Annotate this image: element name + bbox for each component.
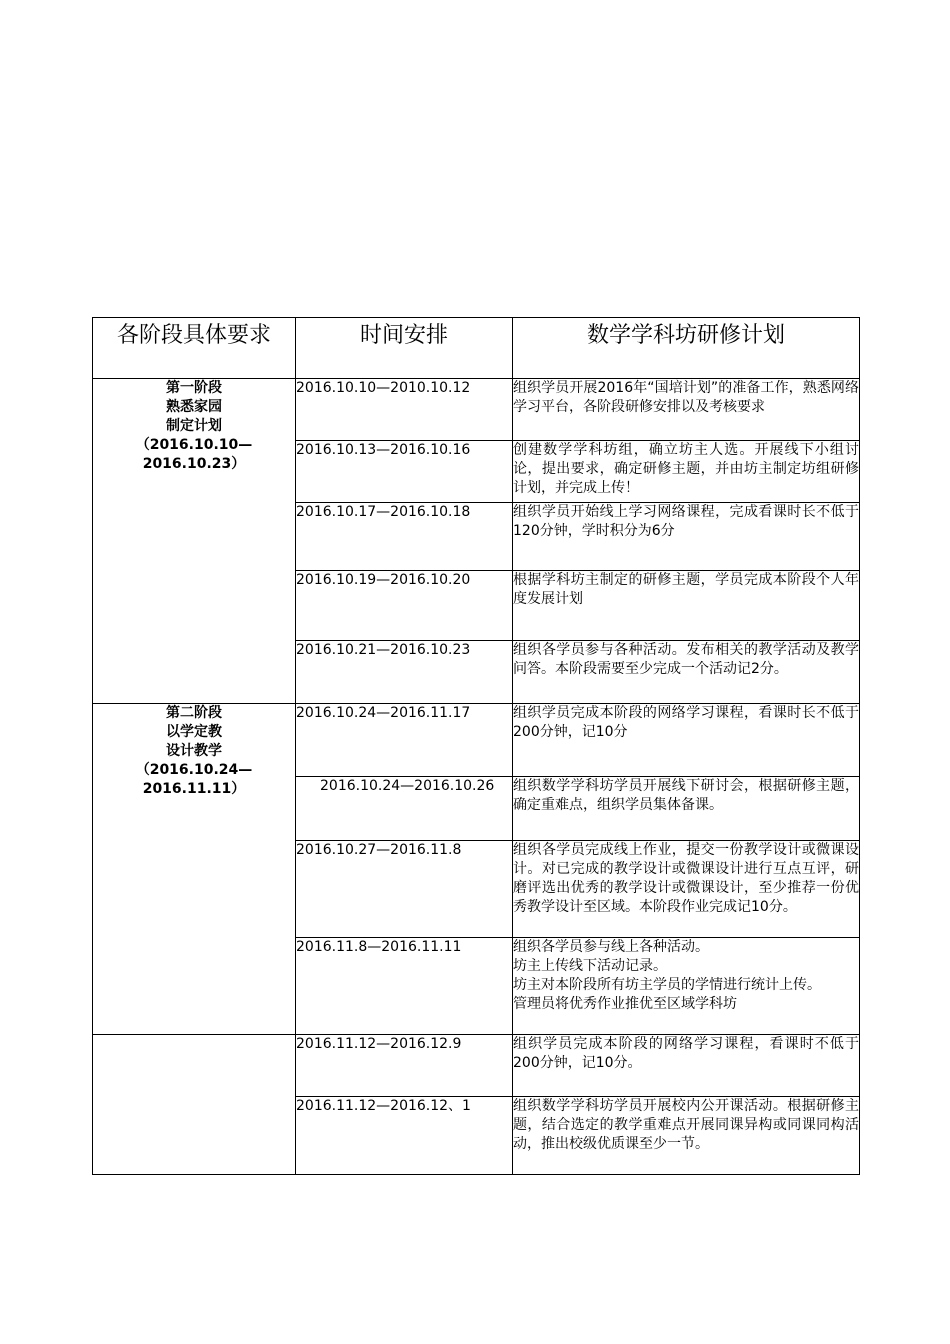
plan-cell bbox=[513, 571, 860, 641]
plan-cell bbox=[513, 441, 860, 503]
plan-text: 组织各学员参与各种活动。发布相关的教学活动及教学问答。本阶段需要至少完成一个活动记2分。 bbox=[513, 642, 859, 677]
stage-subtitle: 制定计划 bbox=[166, 418, 222, 434]
plan-text: 组织学员开展2016年“国培计划”的准备工作，熟悉网络学习平台，各阶段研修安排以及考核要求 bbox=[513, 380, 859, 415]
plan-text: 组织学员完成本阶段的网络学习课程，看课时不低于200分钟，记10分。 bbox=[513, 1036, 859, 1071]
stage-title: 第二阶段 bbox=[166, 705, 222, 721]
plan-text: 组织学员开始线上学习网络课程，完成看课时长不低于120分钟，学时积分为6分 bbox=[513, 504, 859, 539]
plan-text: 坊主上传线下活动记录。 bbox=[513, 958, 667, 974]
plan-text: 创建数学学科坊组，确立坊主人选。开展线下小组讨论，提出要求，确定研修主题，并由坊主制定坊组研修计划，并完成上传！ bbox=[513, 442, 859, 496]
header-stage-requirements: 各阶段具体要求 bbox=[93, 318, 296, 379]
time-cell: 2016.10.17—2016.10.18 bbox=[296, 503, 513, 571]
study-plan-table bbox=[92, 317, 860, 1175]
plan-cell bbox=[513, 938, 860, 1035]
stage-subtitle: 以学定教 bbox=[166, 724, 222, 740]
plan-cell bbox=[513, 841, 860, 938]
stage-3-cell bbox=[93, 1035, 296, 1175]
stage-period: （2016.10.10— bbox=[135, 437, 253, 453]
time-cell: 2016.10.27—2016.11.8 bbox=[296, 841, 513, 938]
plan-text: 组织数学学科坊学员开展线下研讨会，根据研修主题，确定重难点，组织学员集体备课。 bbox=[513, 778, 859, 813]
table-row bbox=[93, 1035, 860, 1097]
time-cell: 2016.10.19—2016.10.20 bbox=[296, 571, 513, 641]
plan-text: 组织各学员参与线上各种活动。 bbox=[513, 939, 709, 955]
header-study-plan: 数学学科坊研修计划 bbox=[513, 318, 860, 379]
plan-cell bbox=[513, 704, 860, 777]
time-cell: 2016.11.12—2016.12.9 bbox=[296, 1035, 513, 1097]
plan-cell bbox=[513, 1035, 860, 1097]
header-schedule: 时间安排 bbox=[296, 318, 513, 379]
stage-subtitle: 熟悉家园 bbox=[166, 399, 222, 415]
plan-cell bbox=[513, 777, 860, 841]
stage-period: 2016.11.11） bbox=[142, 781, 246, 797]
plan-cell bbox=[513, 503, 860, 571]
plan-text: 组织各学员完成线上作业，提交一份教学设计或微课设计。对已完成的教学设计或微课设计进行互点互评，研磨评选出优秀的教学设计或微课设计，至少推荐一份优秀教学设计至区域。本阶段作业完成记10分。 bbox=[513, 842, 859, 915]
time-cell: 2016.10.24—2016.10.26 bbox=[296, 777, 513, 841]
header-row bbox=[93, 318, 860, 379]
stage-title: 第一阶段 bbox=[166, 380, 222, 396]
table-row bbox=[93, 379, 860, 441]
plan-cell bbox=[513, 641, 860, 704]
plan-text: 坊主对本阶段所有坊主学员的学情进行统计上传。 bbox=[513, 977, 821, 993]
table-row bbox=[93, 704, 860, 777]
time-cell: 2016.10.10—2010.10.12 bbox=[296, 379, 513, 441]
stage-period: （2016.10.24— bbox=[135, 762, 253, 778]
stage-1-cell bbox=[93, 379, 296, 704]
time-cell: 2016.11.12—2016.12、1 bbox=[296, 1097, 513, 1175]
stage-period: 2016.10.23） bbox=[142, 456, 246, 472]
plan-cell bbox=[513, 379, 860, 441]
stage-2-cell bbox=[93, 704, 296, 1035]
plan-text: 根据学科坊主制定的研修主题，学员完成本阶段个人年度发展计划 bbox=[513, 572, 859, 607]
plan-cell bbox=[513, 1097, 860, 1175]
time-cell: 2016.10.21—2016.10.23 bbox=[296, 641, 513, 704]
stage-subtitle: 设计教学 bbox=[166, 743, 222, 759]
time-cell: 2016.10.13—2016.10.16 bbox=[296, 441, 513, 503]
plan-text: 组织数学学科坊学员开展校内公开课活动。根据研修主题，结合选定的教学重难点开展同课异构或同课同构活动，推出校级优质课至少一节。 bbox=[513, 1098, 859, 1152]
time-cell: 2016.11.8—2016.11.11 bbox=[296, 938, 513, 1035]
plan-text: 组织学员完成本阶段的网络学习课程，看课时长不低于200分钟，记10分 bbox=[513, 705, 859, 740]
plan-text: 管理员将优秀作业推优至区域学科坊 bbox=[513, 996, 737, 1012]
time-cell: 2016.10.24—2016.11.17 bbox=[296, 704, 513, 777]
